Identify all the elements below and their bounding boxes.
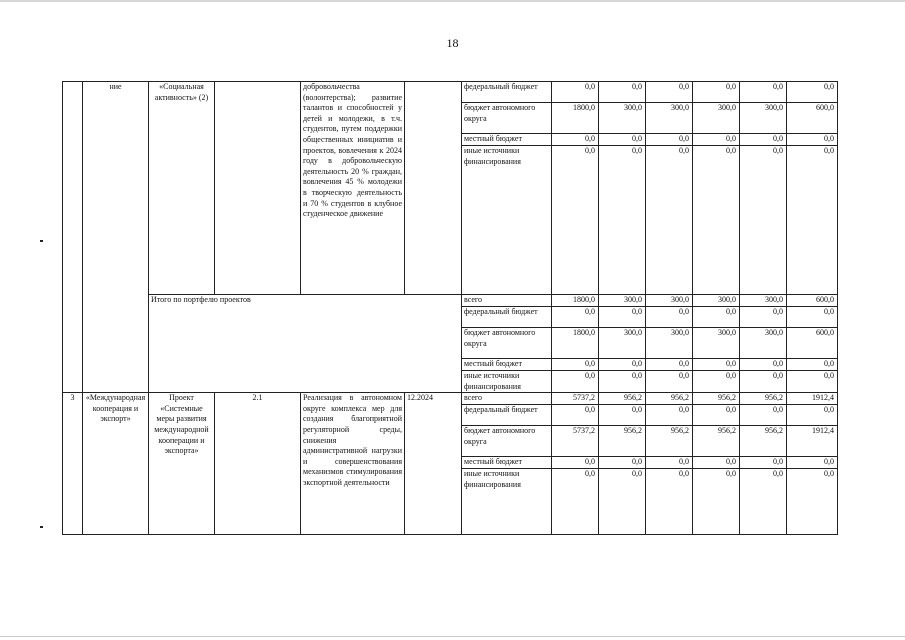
cell-value: 600,0 (787, 328, 838, 359)
cell-value: 1800,0 (552, 328, 599, 359)
cell-value: 300,0 (740, 295, 787, 307)
cell-value: 0,0 (599, 469, 646, 535)
cell-source: местный бюджет (462, 457, 552, 469)
cell-project-name: Проект «Системные меры развития международной кооперации и экспорта» (149, 393, 215, 535)
cell-value: 956,2 (693, 426, 740, 457)
cell-value: 0,0 (646, 146, 693, 295)
cell-value: 0,0 (552, 307, 599, 328)
cell-value: 956,2 (599, 426, 646, 457)
cell-source: местный бюджет (462, 134, 552, 146)
cell-value: 0,0 (552, 371, 599, 393)
cell-source: иные источники финансирования (462, 371, 552, 393)
cell-value: 0,0 (646, 469, 693, 535)
cell-value: 1912,4 (787, 393, 838, 405)
cell-deadline: 12.2024 (405, 393, 462, 535)
cell-deadline (405, 82, 462, 295)
cell-project-code: 2.1 (215, 393, 301, 535)
cell-value: 0,0 (693, 82, 740, 103)
cell-value: 5737,2 (552, 426, 599, 457)
cell-value: 0,0 (599, 146, 646, 295)
cell-value: 0,0 (599, 359, 646, 371)
cell-number: 3 (63, 393, 83, 535)
cell-value: 0,0 (646, 359, 693, 371)
cell-value: 956,2 (599, 393, 646, 405)
cell-value: 0,0 (552, 146, 599, 295)
cell-value: 0,0 (599, 457, 646, 469)
cell-value: 956,2 (740, 426, 787, 457)
page-number: 18 (446, 36, 459, 50)
table-row (63, 82, 838, 103)
cell-value: 0,0 (787, 405, 838, 426)
cell-value: 0,0 (740, 82, 787, 103)
cell-value: 0,0 (787, 134, 838, 146)
cell-value: 300,0 (646, 295, 693, 307)
cell-description: добровольчества (волонтерства); развитие талантов и способностей у детей и молодежи, в т.ч. студентов, путем поддержки общественных инициатив и проектов, вовлечения к 2024 году в добровольческую деятельность 20 % граждан, вовлечения 45 % молодежи в творческую деятельность и 70 % студентов в клубное студенческое движение (301, 82, 405, 295)
cell-value: 956,2 (693, 393, 740, 405)
cell-value: 1800,0 (552, 103, 599, 134)
cell-value: 300,0 (740, 103, 787, 134)
cell-value: 0,0 (740, 469, 787, 535)
cell-value: 0,0 (740, 371, 787, 393)
top-scan-edge (0, 0, 905, 2)
cell-value: 0,0 (646, 371, 693, 393)
cell-value: 0,0 (599, 371, 646, 393)
cell-value: 5737,2 (552, 393, 599, 405)
cell-project-code (215, 82, 301, 295)
cell-value: 0,0 (693, 134, 740, 146)
cell-source: всего (462, 295, 552, 307)
cell-value: 0,0 (787, 457, 838, 469)
cell-value: 300,0 (599, 103, 646, 134)
cell-value: 0,0 (740, 457, 787, 469)
cell-value: 0,0 (552, 405, 599, 426)
cell-value: 0,0 (552, 457, 599, 469)
cell-value: 300,0 (646, 103, 693, 134)
cell-value: 0,0 (646, 457, 693, 469)
cell-value: 0,0 (787, 371, 838, 393)
cell-value: 1800,0 (552, 295, 599, 307)
cell-source: федеральный бюджет (462, 82, 552, 103)
scan-dot (40, 240, 43, 242)
cell-value: 0,0 (787, 82, 838, 103)
cell-value: 0,0 (552, 359, 599, 371)
cell-number (63, 82, 83, 393)
cell-value: 0,0 (599, 134, 646, 146)
cell-value: 956,2 (646, 426, 693, 457)
cell-value: 0,0 (646, 134, 693, 146)
cell-value: 300,0 (646, 328, 693, 359)
cell-value: 0,0 (693, 469, 740, 535)
cell-value: 0,0 (693, 146, 740, 295)
cell-value: 0,0 (599, 307, 646, 328)
cell-value: 956,2 (740, 393, 787, 405)
cell-value: 600,0 (787, 295, 838, 307)
cell-value: 0,0 (740, 146, 787, 295)
cell-source: федеральный бюджет (462, 307, 552, 328)
table-row (63, 393, 838, 405)
cell-value: 0,0 (646, 307, 693, 328)
cell-source: бюджет автономного округа (462, 426, 552, 457)
cell-value: 0,0 (740, 359, 787, 371)
cell-value: 0,0 (740, 405, 787, 426)
table-row (63, 295, 838, 307)
financing-table (62, 81, 838, 535)
cell-value: 0,0 (787, 359, 838, 371)
cell-value: 0,0 (693, 405, 740, 426)
cell-source: всего (462, 393, 552, 405)
bottom-scan-edge (0, 636, 905, 637)
cell-value: 0,0 (552, 82, 599, 103)
cell-value: 0,0 (693, 457, 740, 469)
scan-dot (40, 526, 43, 528)
cell-value: 0,0 (599, 82, 646, 103)
cell-value: 0,0 (787, 146, 838, 295)
cell-value: 0,0 (646, 82, 693, 103)
cell-portfolio-name: ние (83, 82, 149, 393)
cell-value: 300,0 (599, 328, 646, 359)
cell-project-name: «Социальная активность» (2) (149, 82, 215, 295)
cell-source: местный бюджет (462, 359, 552, 371)
cell-value: 0,0 (646, 405, 693, 426)
cell-value: 0,0 (599, 405, 646, 426)
cell-value: 300,0 (740, 328, 787, 359)
cell-value: 1912,4 (787, 426, 838, 457)
cell-value: 0,0 (740, 134, 787, 146)
cell-description: Реализация в автономном округе комплекса мер для создания благоприятной регуляторной среды, снижения административной нагрузки и совершенствования механизмов стимулирования экспортной деятельности (301, 393, 405, 535)
cell-value: 0,0 (552, 134, 599, 146)
cell-value: 0,0 (787, 469, 838, 535)
cell-value: 956,2 (646, 393, 693, 405)
cell-source: федеральный бюджет (462, 405, 552, 426)
cell-value: 0,0 (552, 469, 599, 535)
cell-source: бюджет автономного округа (462, 328, 552, 359)
cell-value: 300,0 (693, 328, 740, 359)
cell-value: 0,0 (693, 307, 740, 328)
cell-value: 300,0 (599, 295, 646, 307)
cell-value: 300,0 (693, 295, 740, 307)
cell-value: 0,0 (693, 371, 740, 393)
cell-value: 0,0 (740, 307, 787, 328)
cell-source: бюджет автономного округа (462, 103, 552, 134)
portfolio-total-label: Итого по портфелю проектов (149, 295, 462, 393)
cell-portfolio-name: «Международная кооперация и экспорт» (83, 393, 149, 535)
cell-source: иные источники финансирования (462, 146, 552, 295)
cell-value: 600,0 (787, 103, 838, 134)
cell-value: 0,0 (787, 307, 838, 328)
cell-value: 0,0 (693, 359, 740, 371)
cell-value: 300,0 (693, 103, 740, 134)
cell-source: иные источники финансирования (462, 469, 552, 535)
